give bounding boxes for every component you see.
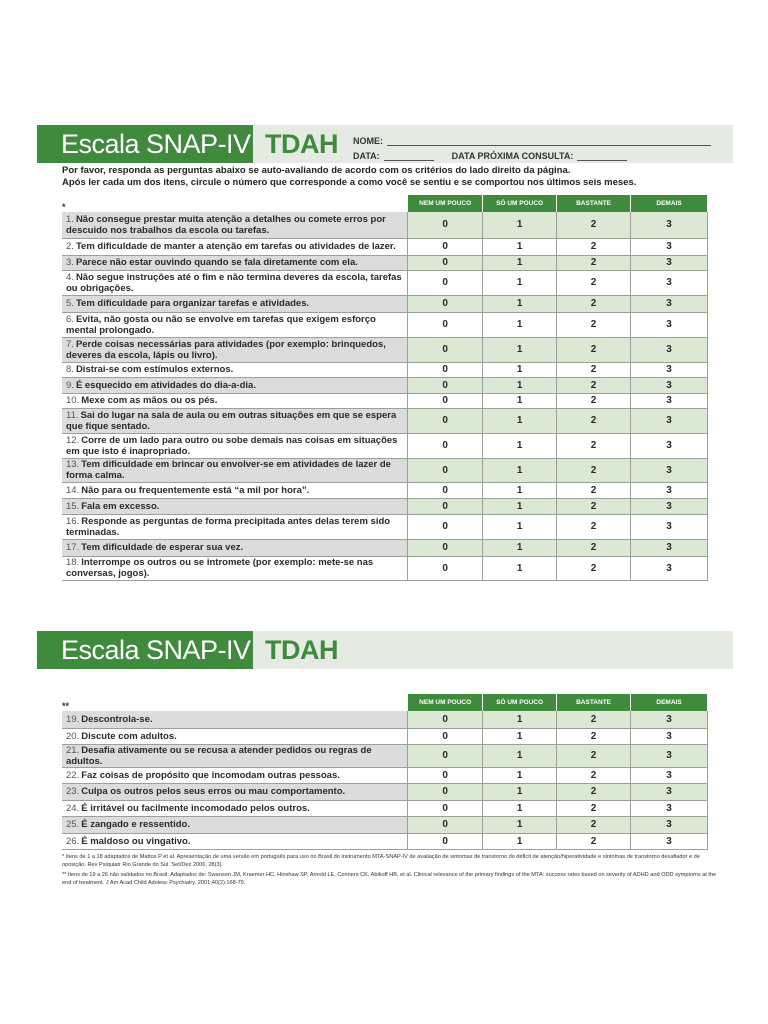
score-option[interactable]: 1 xyxy=(483,833,557,849)
question-label: É zangado e ressentido. xyxy=(81,819,190,830)
tdah-label: TDAH xyxy=(265,129,338,159)
question-label: Sai do lugar na sala de aula ou em outras situações em que se espera que fique sentado. xyxy=(66,409,397,432)
score-option[interactable]: 0 xyxy=(408,238,483,255)
score-option[interactable]: 2 xyxy=(557,816,631,833)
question-row xyxy=(62,744,708,767)
question-number: 6. xyxy=(66,313,74,325)
questions-table-2 xyxy=(62,694,708,850)
question-number: 18. xyxy=(66,557,80,568)
question-text xyxy=(62,800,408,816)
scale-title: Escala SNAP-IV xyxy=(37,125,253,163)
score-option[interactable]: 3 xyxy=(631,458,708,482)
score-option[interactable]: 1 xyxy=(483,556,557,580)
score-option[interactable]: 0 xyxy=(408,514,483,539)
score-option[interactable]: 2 xyxy=(557,408,631,433)
score-option[interactable]: 3 xyxy=(631,800,708,816)
instructions-line-1: Por favor, responda as perguntas abaixo se auto-avaliando de acordo com os critérios do lado direito da página. xyxy=(62,165,571,176)
question-row xyxy=(62,212,708,238)
score-option[interactable]: 0 xyxy=(408,295,483,312)
question-label: É maldoso ou vingativo. xyxy=(81,835,191,847)
score-option[interactable]: 1 xyxy=(483,433,557,458)
question-row xyxy=(62,238,708,255)
column-header: BASTANTE xyxy=(557,694,631,711)
score-option[interactable]: 1 xyxy=(483,312,557,337)
form-header-2 xyxy=(37,631,733,669)
question-number: 24. xyxy=(66,802,80,814)
score-option[interactable]: 2 xyxy=(557,362,631,377)
question-row xyxy=(62,255,708,270)
question-label: Mexe com as mãos ou os pés. xyxy=(81,395,218,406)
question-row xyxy=(62,377,708,393)
question-number: 21. xyxy=(66,744,80,756)
score-option[interactable]: 1 xyxy=(483,744,557,767)
score-option[interactable]: 1 xyxy=(483,238,557,255)
question-text xyxy=(62,833,408,849)
question-label: Fala em excesso. xyxy=(81,500,160,512)
score-option[interactable]: 3 xyxy=(631,816,708,833)
score-option[interactable]: 2 xyxy=(557,377,631,393)
question-text xyxy=(62,408,408,433)
score-option[interactable]: 3 xyxy=(631,362,708,377)
question-text xyxy=(62,556,408,580)
question-text xyxy=(62,312,408,337)
name-label: NOME: xyxy=(353,136,383,146)
score-option[interactable]: 3 xyxy=(631,337,708,362)
score-option[interactable]: 1 xyxy=(483,482,557,498)
question-label: Tem dificuldade de manter a atenção em tarefas ou atividades de lazer. xyxy=(75,241,396,252)
score-option[interactable]: 2 xyxy=(557,783,631,800)
question-number: 26. xyxy=(66,835,80,847)
score-option[interactable]: 3 xyxy=(631,212,708,238)
score-option[interactable]: 1 xyxy=(483,711,557,728)
question-number: 4. xyxy=(66,271,74,283)
score-option[interactable]: 3 xyxy=(631,514,708,539)
question-number: 9. xyxy=(66,379,74,391)
question-label: Distrai-se com estímulos externos. xyxy=(75,364,234,375)
score-option[interactable]: 2 xyxy=(557,833,631,849)
footnote-2: ** Itens de 19 a 26 não validados no Brasil. Adaptados de: Swanson JM, Kraemer HC, Hinshaw SP, Arnold LE, Conners CK, Abikoff HB, et al. Clinical relevance of the primary findings of the MTA: success rates based on severity of ADHD and ODD symptoms at the end of treatment. J Am Acad Child Adolesc Psychiatry. 2001;40(2):168-79. xyxy=(62,872,717,886)
score-option[interactable]: 3 xyxy=(631,539,708,556)
score-option[interactable]: 3 xyxy=(631,433,708,458)
score-option[interactable]: 3 xyxy=(631,767,708,783)
score-option[interactable]: 2 xyxy=(557,270,631,295)
score-option[interactable]: 0 xyxy=(408,408,483,433)
score-option[interactable]: 3 xyxy=(631,498,708,514)
question-label: Tem dificuldade de esperar sua vez. xyxy=(81,542,244,553)
question-text xyxy=(62,728,408,744)
question-label: Perde coisas necessárias para atividades (por exemplo: brinquedos, deveres da escola, lápis ou livro). xyxy=(66,338,386,361)
patient-fields xyxy=(353,131,711,161)
score-option[interactable]: 0 xyxy=(408,255,483,270)
question-number: 10. xyxy=(66,395,80,406)
column-header: DEMAIS xyxy=(631,694,708,711)
question-number: 13. xyxy=(66,459,80,470)
score-option[interactable]: 3 xyxy=(631,783,708,800)
question-label: Descontrola-se. xyxy=(81,713,153,725)
column-header: BASTANTE xyxy=(557,195,631,212)
question-row xyxy=(62,800,708,816)
score-option[interactable]: 0 xyxy=(408,312,483,337)
name-field[interactable] xyxy=(387,136,711,146)
score-option[interactable]: 2 xyxy=(557,767,631,783)
column-header: SÓ UM POUCO xyxy=(483,195,557,212)
score-option[interactable]: 3 xyxy=(631,711,708,728)
question-label: Faz coisas de propósito que incomodam outras pessoas. xyxy=(81,769,340,781)
score-option[interactable]: 1 xyxy=(483,377,557,393)
question-text xyxy=(62,816,408,833)
score-option[interactable]: 3 xyxy=(631,312,708,337)
question-label: Não consegue prestar muita atenção a detalhes ou comete erros por descuido nos trabalhos da escola ou tarefas. xyxy=(66,213,386,236)
score-option[interactable]: 3 xyxy=(631,482,708,498)
footnotes xyxy=(62,854,722,890)
question-row xyxy=(62,270,708,295)
question-row xyxy=(62,295,708,312)
score-option[interactable]: 2 xyxy=(557,498,631,514)
score-option[interactable]: 1 xyxy=(483,393,557,408)
score-option[interactable]: 2 xyxy=(557,255,631,270)
question-text xyxy=(62,238,408,255)
question-number: 12. xyxy=(66,434,80,446)
question-row xyxy=(62,498,708,514)
question-row xyxy=(62,539,708,556)
question-text xyxy=(62,255,408,270)
question-text xyxy=(62,783,408,800)
score-option[interactable]: 0 xyxy=(408,783,483,800)
question-number: 25. xyxy=(66,819,80,830)
question-text xyxy=(62,458,408,482)
score-option[interactable]: 2 xyxy=(557,711,631,728)
score-option[interactable]: 2 xyxy=(557,514,631,539)
score-option[interactable]: 0 xyxy=(408,833,483,849)
score-option[interactable]: 2 xyxy=(557,458,631,482)
score-option[interactable]: 0 xyxy=(408,482,483,498)
score-option[interactable]: 3 xyxy=(631,238,708,255)
question-label: Corre de um lado para outro ou sobe demais nas coisas em situações em que isto é inapropriado. xyxy=(66,434,398,457)
score-option[interactable]: 1 xyxy=(483,270,557,295)
score-option[interactable]: 0 xyxy=(408,816,483,833)
score-option[interactable]: 2 xyxy=(557,312,631,337)
question-number: 8. xyxy=(66,364,74,375)
instructions-line-2: Após ler cada um dos itens, circule o número que corresponde a como você se sentiu e se comportou nos últimos seis meses. xyxy=(62,177,637,188)
question-label: Responde as perguntas de forma precipitada antes delas terem sido terminadas. xyxy=(66,515,391,538)
score-option[interactable]: 0 xyxy=(408,362,483,377)
score-option[interactable]: 1 xyxy=(483,458,557,482)
question-text xyxy=(62,270,408,295)
question-row xyxy=(62,458,708,482)
question-row xyxy=(62,482,708,498)
question-number: 20. xyxy=(66,730,80,742)
score-option[interactable]: 2 xyxy=(557,744,631,767)
score-option[interactable]: 1 xyxy=(483,539,557,556)
question-row xyxy=(62,362,708,377)
column-header: NEM UM POUCO xyxy=(408,694,483,711)
question-number: 3. xyxy=(66,257,74,268)
date-label: DATA: xyxy=(353,151,380,161)
question-label: Parece não estar ouvindo quando se fala diretamente com ela. xyxy=(75,257,358,268)
score-option[interactable]: 1 xyxy=(483,514,557,539)
score-option[interactable]: 1 xyxy=(483,408,557,433)
question-row xyxy=(62,816,708,833)
score-option[interactable]: 0 xyxy=(408,711,483,728)
score-option[interactable]: 0 xyxy=(408,498,483,514)
question-row xyxy=(62,514,708,539)
table-marker: * xyxy=(62,195,408,212)
score-option[interactable]: 2 xyxy=(557,800,631,816)
question-text xyxy=(62,514,408,539)
table-marker: ** xyxy=(62,694,408,711)
tdah-label-2: TDAH xyxy=(265,635,338,665)
question-row xyxy=(62,337,708,362)
score-option[interactable]: 1 xyxy=(483,767,557,783)
question-text xyxy=(62,337,408,362)
question-label: Interrompe os outros ou se intromete (por exemplo: mete-se nas conversas, jogos). xyxy=(66,557,374,579)
score-option[interactable]: 2 xyxy=(557,433,631,458)
next-appointment-field[interactable] xyxy=(577,151,627,161)
score-option[interactable]: 0 xyxy=(408,377,483,393)
score-option[interactable]: 2 xyxy=(557,238,631,255)
question-row xyxy=(62,433,708,458)
question-number: 5. xyxy=(66,298,74,309)
question-row xyxy=(62,312,708,337)
question-number: 1. xyxy=(66,213,74,225)
score-option[interactable]: 1 xyxy=(483,728,557,744)
score-option[interactable]: 3 xyxy=(631,408,708,433)
question-row xyxy=(62,711,708,728)
question-row xyxy=(62,408,708,433)
score-option[interactable]: 2 xyxy=(557,728,631,744)
score-option[interactable]: 0 xyxy=(408,767,483,783)
score-option[interactable]: 2 xyxy=(557,295,631,312)
question-row xyxy=(62,833,708,849)
next-appointment-label: DATA PRÓXIMA CONSULTA: xyxy=(451,151,574,161)
question-number: 14. xyxy=(66,484,80,496)
column-header: NEM UM POUCO xyxy=(408,195,483,212)
score-option[interactable]: 2 xyxy=(557,212,631,238)
question-text xyxy=(62,362,408,377)
score-option[interactable]: 1 xyxy=(483,816,557,833)
score-option[interactable]: 3 xyxy=(631,744,708,767)
score-option[interactable]: 3 xyxy=(631,833,708,849)
question-number: 11. xyxy=(66,409,79,421)
score-option[interactable]: 1 xyxy=(483,295,557,312)
question-label: Tem dificuldade em brincar ou envolver-se em atividades de lazer de forma calma. xyxy=(66,459,391,481)
question-row xyxy=(62,393,708,408)
column-header: DEMAIS xyxy=(631,195,708,212)
score-option[interactable]: 0 xyxy=(408,393,483,408)
score-option[interactable]: 0 xyxy=(408,337,483,362)
score-option[interactable]: 0 xyxy=(408,212,483,238)
question-text xyxy=(62,295,408,312)
questions-table-1 xyxy=(62,195,708,581)
question-text xyxy=(62,744,408,767)
question-text xyxy=(62,377,408,393)
score-option[interactable]: 0 xyxy=(408,270,483,295)
question-text xyxy=(62,539,408,556)
question-label: Tem dificuldade para organizar tarefas e atividades. xyxy=(75,298,310,309)
question-text xyxy=(62,498,408,514)
question-label: Não para ou frequentemente está “a mil por hora”. xyxy=(81,484,310,496)
footnote-1: * Itens de 1 a 18 adaptados de Mattos P et al. Apresentação de uma versão em português para uso no Brasil do instrumento MTA-SNAP-IV de avaliação de sintomas de transtorno do déficit de atenção/hiperatividade e sintomas de transtorno desafiador e de oposição. Rev Psiquiatr Rio Grande do Sul. Set/Dez 2006; 28(3). xyxy=(62,854,700,868)
column-header: SÓ UM POUCO xyxy=(483,694,557,711)
question-label: É esquecido em atividades do dia-a-dia. xyxy=(75,379,256,391)
scale-title-2: Escala SNAP-IV xyxy=(37,631,253,669)
score-option[interactable]: 0 xyxy=(408,800,483,816)
question-label: Evita, não gosta ou não se envolve em tarefas que exigem esforço mental prolongado. xyxy=(66,313,376,336)
score-option[interactable]: 1 xyxy=(483,362,557,377)
question-number: 7. xyxy=(66,338,74,350)
score-option[interactable]: 1 xyxy=(483,800,557,816)
question-row xyxy=(62,728,708,744)
question-text xyxy=(62,393,408,408)
question-label: É irritável ou facilmente incomodado pelos outros. xyxy=(81,802,310,814)
question-label: Desafia ativamente ou se recusa a atender pedidos ou regras de adultos. xyxy=(66,744,372,767)
score-option[interactable]: 2 xyxy=(557,539,631,556)
date-field[interactable] xyxy=(384,151,434,161)
question-text xyxy=(62,482,408,498)
score-option[interactable]: 1 xyxy=(483,498,557,514)
score-option[interactable]: 2 xyxy=(557,482,631,498)
question-number: 23. xyxy=(66,786,80,797)
score-option[interactable]: 3 xyxy=(631,556,708,580)
score-option[interactable]: 2 xyxy=(557,393,631,408)
score-option[interactable]: 3 xyxy=(631,270,708,295)
score-option[interactable]: 3 xyxy=(631,255,708,270)
question-number: 19. xyxy=(66,713,80,725)
question-row xyxy=(62,783,708,800)
question-number: 2. xyxy=(66,241,74,252)
question-text xyxy=(62,433,408,458)
question-text xyxy=(62,711,408,728)
question-label: Não segue instruções até o fim e não termina deveres da escola, tarefas ou obrigações. xyxy=(66,271,402,294)
score-option[interactable]: 3 xyxy=(631,295,708,312)
score-option[interactable]: 0 xyxy=(408,556,483,580)
question-number: 17. xyxy=(66,542,80,553)
instructions xyxy=(62,165,722,189)
question-row xyxy=(62,556,708,580)
question-row xyxy=(62,767,708,783)
form-header xyxy=(37,125,733,163)
score-option[interactable]: 1 xyxy=(483,212,557,238)
score-option[interactable]: 0 xyxy=(408,539,483,556)
score-option[interactable]: 3 xyxy=(631,728,708,744)
score-option[interactable]: 0 xyxy=(408,744,483,767)
question-label: Culpa os outros pelos seus erros ou mau comportamento. xyxy=(81,786,346,797)
question-text xyxy=(62,767,408,783)
question-label: Discute com adultos. xyxy=(81,730,177,742)
score-option[interactable]: 0 xyxy=(408,728,483,744)
score-option[interactable]: 2 xyxy=(557,337,631,362)
score-option[interactable]: 2 xyxy=(557,556,631,580)
score-option[interactable]: 1 xyxy=(483,255,557,270)
question-text xyxy=(62,212,408,238)
score-option[interactable]: 0 xyxy=(408,433,483,458)
question-number: 16. xyxy=(66,515,80,527)
question-number: 15. xyxy=(66,500,80,512)
score-option[interactable]: 3 xyxy=(631,377,708,393)
question-number: 22. xyxy=(66,769,80,781)
score-option[interactable]: 0 xyxy=(408,458,483,482)
score-option[interactable]: 3 xyxy=(631,393,708,408)
score-option[interactable]: 1 xyxy=(483,337,557,362)
score-option[interactable]: 1 xyxy=(483,783,557,800)
